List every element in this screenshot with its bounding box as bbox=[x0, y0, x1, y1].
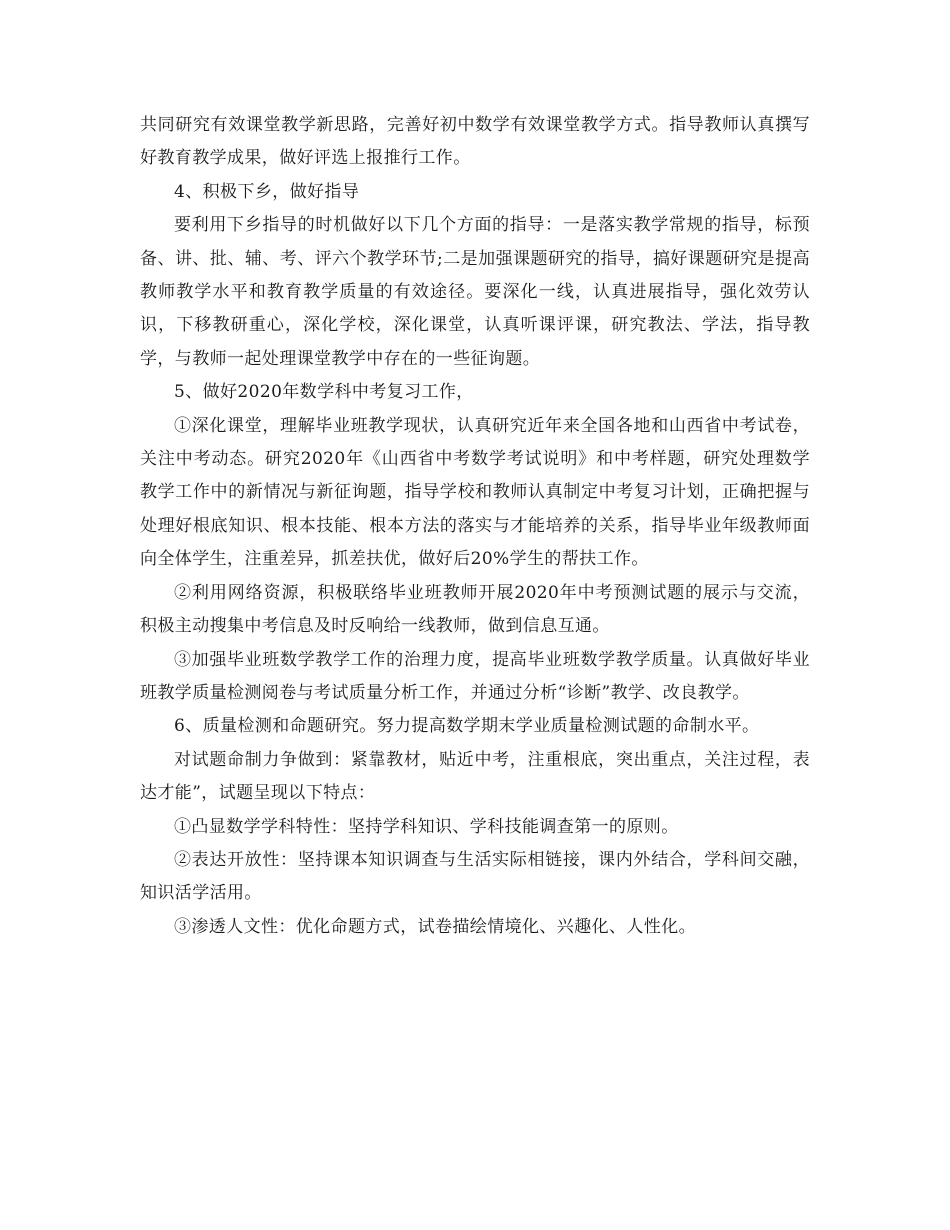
paragraph-continuation: 共同研究有效课堂教学新思路，完善好初中数学有效课堂教学方式。指导教师认真撰写好教育教学成果，做好评选上报推行工作。 bbox=[140, 115, 810, 169]
list-item: ②表达开放性：坚持课本知识调查与生活实际相链接，课内外结合，学科间交融，知识活学活用。 bbox=[140, 849, 810, 904]
paragraph: 要利用下乡指导的时机做好以下几个方面的指导：一是落实教学常规的指导，标预备、讲、批、辅、考、评六个教学环节;二是加强课题研究的指导，搞好课题研究是提高教师教学水平和教育教学质量的有效途径。要深化一线，认真进展指导，强化效劳认识，下移教研重心，深化学校，深化课堂，认真听课评课，研究教法、学法，指导教学，与教师一起处理课堂教学中存在的一些征询题。 bbox=[140, 215, 810, 369]
list-item: ①凸显数学学科特性：坚持学科知识、学科技能调查第一的原则。 bbox=[174, 816, 679, 837]
paragraph: ②利用网络资源，积极联络毕业班教师开展2020年中考预测试题的展示与交流，积极主动搜集中考信息及时反响给一线教师，做到信息互通。 bbox=[140, 582, 810, 637]
heading-item-6: 6、质量检测和命题研究。努力提高数学期末学业质量检测试题的命制水平。 bbox=[174, 716, 760, 737]
paragraph: ①深化课堂，理解毕业班教学现状，认真研究近年来全国各地和山西省中考试卷，关注中考动态。研究2020年《山西省中考数学考试说明》和中考样题，研究处理数学教学工作中的新情况与新征询题，指导学校和教师认真制定中考复习计划，正确把握与处理好根底知识、根本技能、根本方法的落实与才能培养的关系，指导毕业年级教师面向全体学生，注重差异，抓差扶优，做好后20%学生的帮扶工作。 bbox=[140, 415, 810, 570]
document-body bbox=[140, 109, 810, 944]
paragraph: ③加强毕业班数学教学工作的治理力度，提高毕业班数学教学质量。认真做好毕业班教学质量检测阅卷与考试质量分析工作，并通过分析“诊断”教学、改良教学。 bbox=[140, 649, 810, 703]
list-item: ③渗透人文性：优化命题方式，试卷描绘情境化、兴趣化、人性化。 bbox=[174, 916, 696, 937]
paragraph: 对试题命制力争做到：紧靠教材，贴近中考，注重根底，突出重点，关注过程，表达才能”，试题呈现以下特点： bbox=[140, 749, 810, 804]
heading-item-5: 5、做好2020年数学科中考复习工作， bbox=[174, 382, 474, 403]
heading-item-4: 4、积极下乡，做好指导 bbox=[174, 181, 360, 202]
